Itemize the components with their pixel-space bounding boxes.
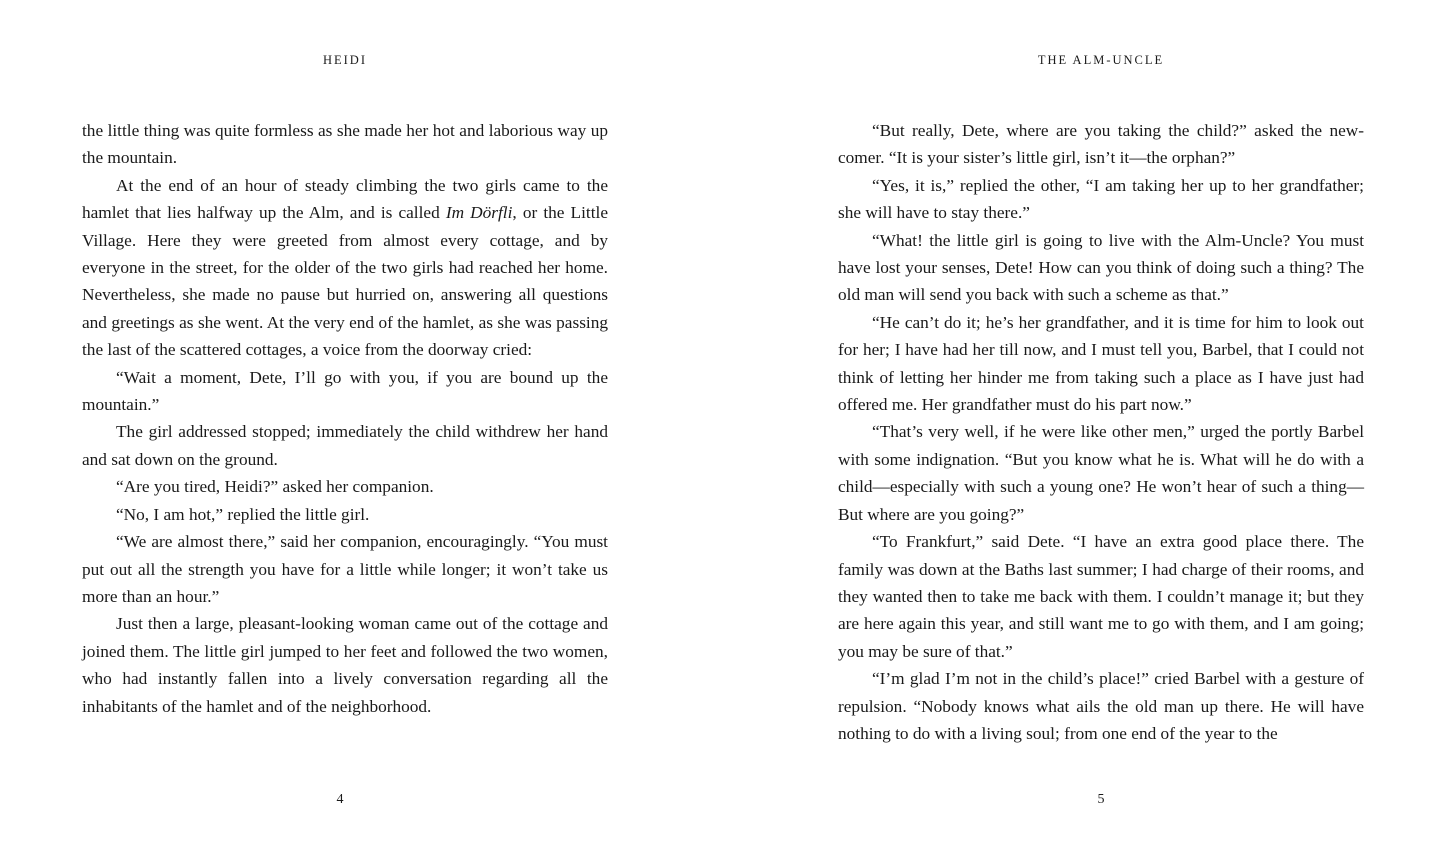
paragraph: the little thing was quite formless as she made her hot and laborious way up the mountain. [82,121,608,168]
body-text [838,117,1364,747]
paragraph-text: , or the Little Village. Here they were greeted from almost every cottage, and by everyone in the street, for the older of the two girls had reached her home. Nevertheless, she made no pause but hurried on, answering all questions and greetings as she went. At the very end of the hamlet, as she was passing the last of the scattered cottages, a voice from the doorway cried: [82,203,608,360]
paragraph: “What! the little girl is going to live with the Alm-Uncle? You must have lost your senses, Dete! How can you think of doing such a thing? The old man will send you back with such a scheme as that.” [838,230,1364,305]
left-page [82,0,608,854]
paragraph: “Are you tired, Heidi?” asked her companion. [116,477,434,497]
italic-place-name: Im Dörfli [445,203,513,223]
paragraph: “Yes, it is,” replied the other, “I am taking her up to her grandfather; she will have to stay there.” [838,175,1364,223]
body-text [82,117,608,720]
paragraph [82,172,608,364]
paragraph: “We are almost there,” said her companion, encouragingly. “You must put out all the strength you have for a little while longer; it won’t take us more than an hour.” [82,532,608,606]
paragraph: “No, I am hot,” replied the little girl. [116,504,370,524]
paragraph: “Wait a moment, Dete, I’ll go with you, if you are bound up the mountain.” [82,367,608,415]
running-head: HEIDI [322,53,367,67]
paragraph: Just then a large, pleasant-looking woman came out of the cottage and joined them. The little girl jumped to her feet and followed the two women, who had instantly fallen into a lively conversation regarding all the inhabitants of the hamlet and of the neighborhood. [82,614,608,716]
paragraph: “That’s very well, if he were like other men,” urged the portly Barbel with some indignation. “But you know what he is. What will he do with a child—especially with such a young one? He won’t hear of such a thing—But where are you going?” [838,422,1364,524]
page-number: 4 [336,792,344,807]
paragraph: “I’m glad I’m not in the child’s place!” cried Barbel with a gesture of repulsion. “Nobody knows what ails the old man up there. He will have nothing to do with a living soul; from one end of the year to the [838,669,1364,743]
paragraph: “But really, Dete, where are you taking the child?” asked the newcomer. “It is your sister’s little girl, isn’t it—the orphan?” [838,121,1364,168]
page-number: 5 [1097,792,1105,807]
running-head: THE ALM-UNCLE [1037,53,1165,67]
paragraph-text: At the end of an hour of steady climbing the two girls came to the hamlet that lies halfway up the Alm, and is called [82,175,608,223]
paragraph: “To Frankfurt,” said Dete. “I have an extra good place there. The family was down at the Baths last summer; I had charge of their rooms, and they wanted then to take me back with them. I couldn’t manage it; but they are here again this year, and still want me to go with them, and I am going; you may be sure of that.” [838,532,1364,661]
paragraph: The girl addressed stopped; immediately the child withdrew her hand and sat down on the ground. [82,422,608,469]
paragraph: “He can’t do it; he’s her grandfather, and it is time for him to look out for her; I have had her till now, and I must tell you, Barbel, that I could not think of letting her hinder me from taking such a place as I have just had offered me. Her grandfather must do his part now.” [838,312,1364,415]
right-page [838,0,1364,854]
